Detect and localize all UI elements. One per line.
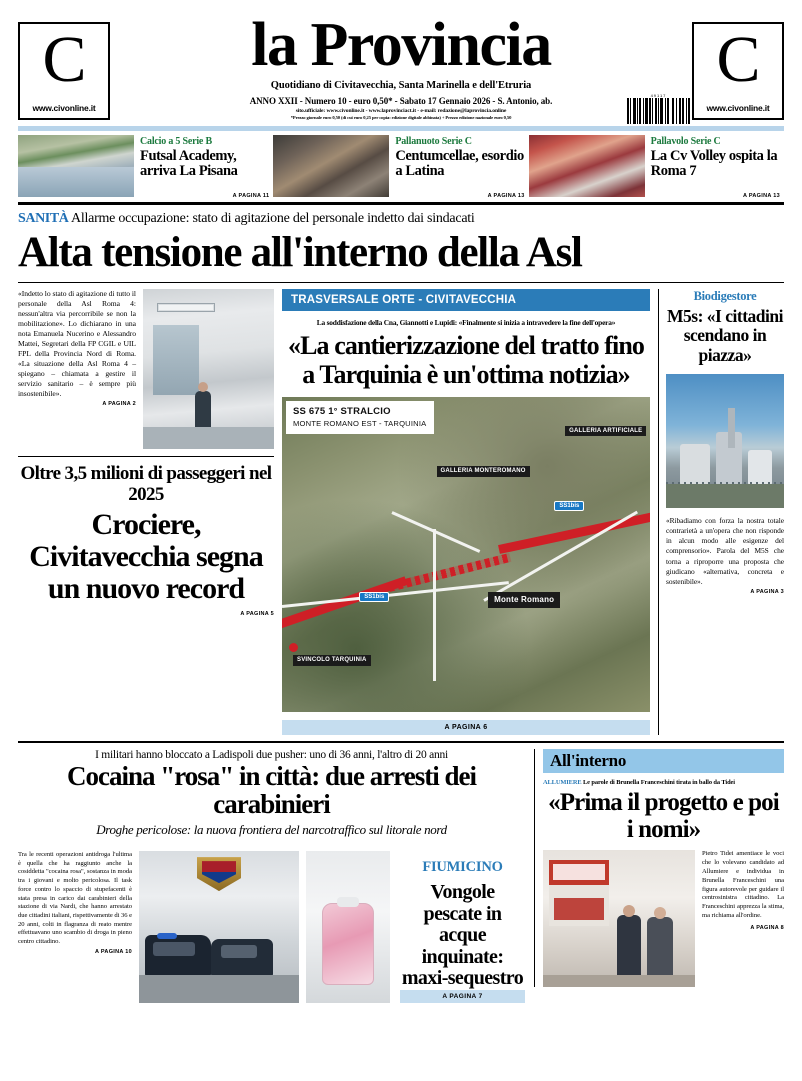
logo-url-right[interactable]: www.civonline.it (706, 103, 770, 113)
map-road-white-branch (392, 511, 481, 553)
sport-teaser-futsal[interactable] (18, 135, 273, 199)
futsal-photo (18, 135, 134, 197)
map-node-svincolo (289, 643, 298, 652)
cocaine-article[interactable] (18, 749, 525, 1001)
masthead-center (110, 11, 692, 121)
map-title-line1: SS 675 1° STRALCIO (293, 406, 391, 418)
pallanuoto-photo (273, 135, 389, 197)
masthead-subtitle: Quotidiano di Civitavecchia, Santa Marinella e dell'Etruria (270, 79, 532, 91)
crociere-kicker: Oltre 3,5 milioni di passeggeri nel 2025 (20, 463, 272, 505)
map-route-red-dashed (388, 553, 512, 592)
right-column (658, 289, 784, 735)
sport-kicker: Calcio a 5 Serie B (140, 136, 212, 147)
map-chip-svincolo-tarquinia: SVINCOLO TARQUINIA (293, 655, 371, 666)
trasversale-page-ref: A PAGINA 6 (282, 720, 650, 735)
interno-headline[interactable]: «Prima il progetto e poi i nomi» (548, 789, 779, 843)
cocaine-kicker: I militari hanno bloccato a Ladispoli due pusher: uno di 36 anni, l'altro di 20 anni (95, 749, 448, 761)
biodigestore-page-ref: A PAGINA 3 (750, 589, 784, 596)
pallavolo-photo (529, 135, 645, 197)
map-chip-galleria-monteromano: GALLERIA MONTEROMANO (437, 466, 530, 477)
masthead-divider (18, 126, 784, 131)
fiumicino-page-ref: A PAGINA 7 (400, 990, 525, 1003)
sport-kicker: Pallanuoto Serie C (395, 136, 472, 147)
sport-page-ref: A PAGINA 11 (232, 193, 270, 199)
masthead-web-line: sito.ufficiale: www.civonline.it - www.laprovinciact.it - e-mail: redazione@laprovincia.online (295, 107, 507, 114)
barcode-area (627, 93, 690, 124)
lead-kicker (18, 211, 784, 227)
masthead-issue-line: ANNO XXII - Numero 10 - euro 0,50* - Sabato 17 Gennaio 2026 - S. Antonio, ab. (249, 95, 553, 106)
sport-teaser-pallanuoto[interactable] (273, 135, 528, 199)
trasversale-kicker: La soddisfazione della Cna, Giannotti e Lupidi: «Finalmente si inizia a intravedere la fine dell'opera» (316, 318, 616, 327)
crociere-article[interactable] (18, 457, 274, 617)
biodigestore-headline[interactable]: M5s: «I cittadini scendano in piazza» (667, 306, 783, 365)
bottom-section (18, 749, 784, 1001)
asl-entrance-photo (143, 289, 274, 449)
map-badge-ss1bis-east: SS1bis (554, 501, 584, 511)
carabinieri-photo (139, 851, 299, 1003)
cocaine-subtitle: Droghe pericolose: la nuova frontiera del narcotraffico sul litorale nord (96, 822, 447, 838)
center-column (282, 289, 650, 735)
fiumicino-article[interactable] (397, 851, 525, 1003)
sport-headline: La Cv Volley ospita la Roma 7 (650, 148, 778, 179)
cocaine-headline[interactable]: Cocaina "rosa" in città: due arresti dei carabinieri (67, 761, 476, 819)
map-title-line2: MONTE ROMANO EST - TARQUINIA (293, 419, 427, 429)
asl-body-text: «Indetto lo stato di agitazione di tutto il personale della Asl Roma 4: nessun'altra via percorribile se non la mobilitazione». Lo dichiarano in una nota Emanuela Nucerino e Alessandro Mattei, Segretari della FP CGIL e UIL FPL della Provincia Nord di Roma. «La situazione della Asl Roma 4 – spiegano – chiamata a gestire il servizio sanitario – è sempre più insostenibile». (18, 289, 136, 399)
map-road-white-vertical (433, 529, 436, 680)
cocaine-body-row (18, 851, 525, 1003)
barcode-number: 49117 (650, 93, 667, 99)
interno-kicker (543, 779, 784, 786)
interno-content-row (543, 850, 784, 987)
logo-letter-left: C (42, 23, 86, 96)
map-badge-ss1bis-west: SS1bis (359, 592, 389, 602)
biodigestore-kicker: Biodigestore (693, 289, 757, 303)
fiumicino-headline: Vongole pescate in acque inquinate: maxi-sequestro (401, 881, 524, 990)
logo-url-left[interactable]: www.civonline.it (32, 103, 96, 113)
fiumicino-kicker: FIUMICINO (422, 859, 503, 876)
map-chip-galleria-artificiale: GALLERIA ARTIFICIALE (565, 426, 646, 437)
barcode-icon (627, 98, 669, 124)
sport-page-ref: A PAGINA 13 (742, 193, 780, 199)
logo-left[interactable] (18, 22, 110, 120)
logo-right[interactable] (692, 22, 784, 120)
biodigester-photo (666, 374, 784, 508)
sports-divider (18, 202, 784, 205)
asl-page-ref: A PAGINA 2 (102, 401, 136, 408)
biodigestore-body-text: «Ribadiamo con forza la nostra totale contrarietà a un'opera che non risponde in alcun modo alle esigenze del comprensorio». Parola del M5S che torna a riproporre una proposta che giudicano «alternativa, concreta e sostenibile». (666, 515, 784, 587)
lead-kicker-text: Allarme occupazione: stato di agitazione del personale indetto dai sindacati (71, 211, 475, 226)
section-bar-trasversale: TRASVERSALE ORTE - CIVITAVECCHIA (282, 289, 650, 311)
sport-page-ref: A PAGINA 13 (487, 193, 525, 199)
cocaine-body-text: Tra le recenti operazioni antidroga l'ultima è quella che ha raggiunto anche la cosiddetta "cocaina rosa", sostanza in moda tra i giovani e molto pericolosa. Il task force contro lo spaccio di stupefacenti è stata presa in carico dai carabinieri della stazione di via Nardi, che hanno arrestato due cittadini italiani, rispettivamente di 36 e 20 anni, colti in flagranza di reato mentre effettuavano uno scambio di droga in pieno centro cittadino. (18, 851, 132, 946)
main-content-grid (18, 289, 784, 735)
press-conference-photo (543, 850, 695, 987)
interno-section-tag: ALLUMIERE (543, 779, 582, 786)
logo-letter-right: C (716, 23, 760, 96)
left-column (18, 289, 274, 735)
route-map-image (282, 397, 650, 712)
masthead-price-note: *Prezzo giornale euro 0,50 (di cui euro 0,25 per copia: edizione digitale abbinata) + Prezzo edizione nazionale euro 0,50 (290, 115, 512, 121)
sport-kicker: Pallavolo Serie C (650, 136, 721, 147)
interno-page-ref: A PAGINA 8 (750, 925, 784, 932)
barcode-secondary-icon (672, 98, 690, 124)
map-title-label (286, 401, 434, 433)
seized-drug-photo (306, 851, 390, 1003)
lead-section-tag: SANITÀ (18, 211, 69, 226)
sports-teaser-strip (18, 135, 784, 199)
interno-body-text: Pietro Tidei amentiace le voci che lo volevano candidato ad Allumiere e individua in Brunella Franceschini una figura autorevole per guidare il centrosinistra cittadino. La Franceschini apprezza la stima, ma richiama all'ordine. (702, 850, 784, 920)
sport-headline: Centumcellae, esordio a Latina (395, 148, 524, 179)
interno-box (534, 749, 784, 987)
masthead (18, 0, 784, 122)
bottom-section-divider (18, 741, 784, 743)
sport-teaser-pallavolo[interactable] (529, 135, 784, 199)
crociere-page-ref: A PAGINA 5 (240, 611, 274, 618)
crociere-headline: Crociere, Civitavecchia segna un nuovo record (29, 508, 263, 605)
page-title: la Provincia (251, 11, 551, 79)
trasversale-headline[interactable]: «La cantierizzazione del tratto fino a Tarquinia è un'ottima notizia» (287, 331, 645, 389)
interno-kicker-text: Le parole di Brunella Franceschini tirata in ballo da Tidei (583, 779, 735, 786)
lead-divider (18, 282, 784, 283)
map-chip-monte-romano: Monte Romano (488, 592, 560, 607)
cocaine-page-ref: A PAGINA 10 (94, 948, 132, 955)
sport-headline: Futsal Academy, arriva La Pisana (140, 148, 238, 179)
asl-article[interactable] (18, 289, 274, 449)
lead-headline[interactable]: Alta tensione all'interno della Asl (18, 229, 582, 276)
interno-section-bar: All'interno (543, 749, 784, 773)
